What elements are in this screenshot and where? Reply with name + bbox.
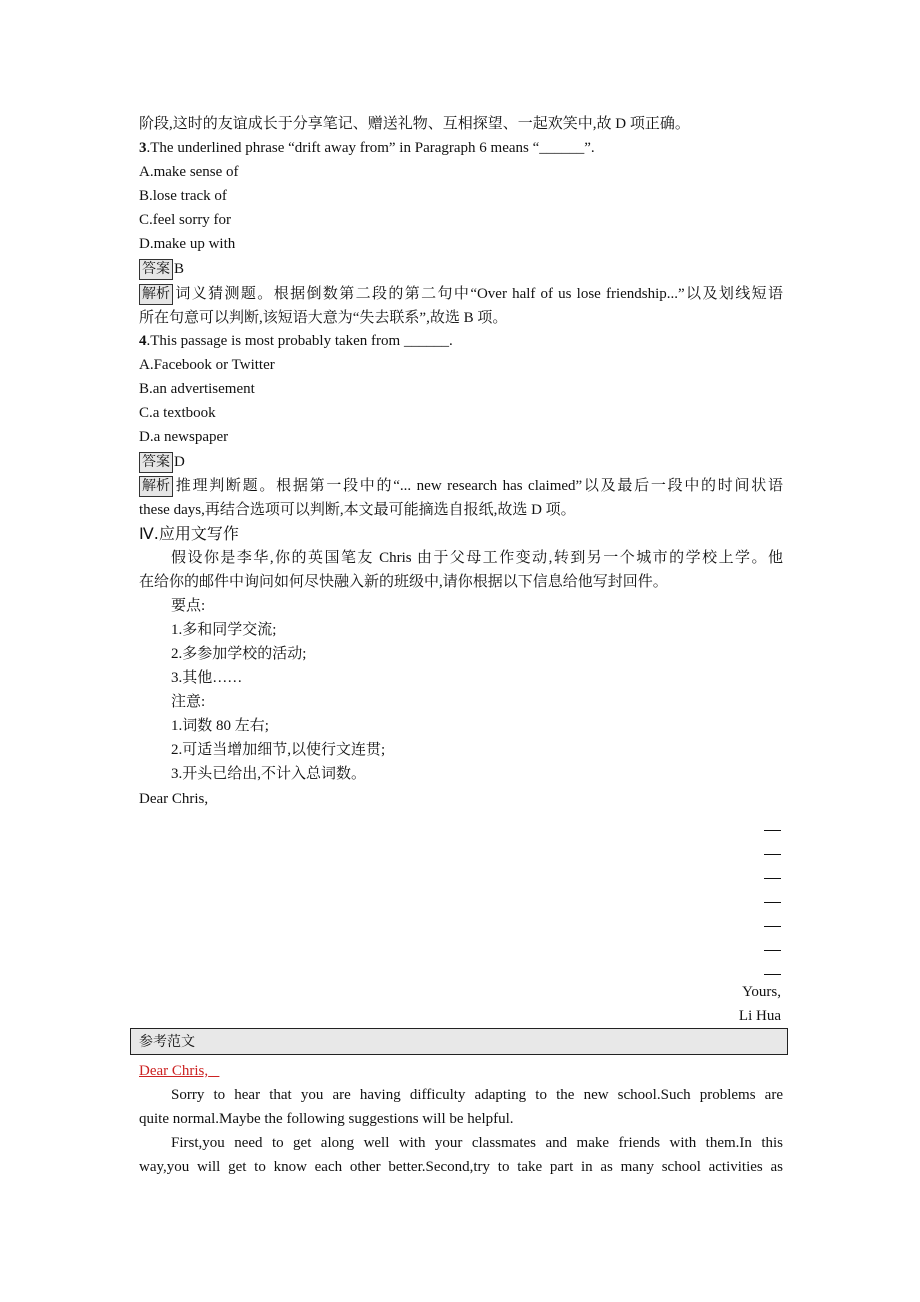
reference-paragraph-2-line-1: First,you need to get along well with your classmates and make friends with them.In this — [171, 1135, 783, 1151]
writing-blank-line — [764, 974, 781, 975]
note-2: 2.可适当增加细节,以使行文连贯; — [171, 742, 386, 758]
question-3-text: .The underlined phrase “drift away from” in Paragraph 6 means “______”. — [146, 140, 595, 156]
answer-value: D — [174, 454, 185, 470]
reference-salutation — [139, 1059, 783, 1083]
reference-essay-header — [130, 1028, 788, 1055]
note-1: 1.词数 80 左右; — [171, 718, 269, 734]
reference-paragraph-1-line-1: Sorry to hear that you are having difficulty adapting to the new school.Such problems are — [171, 1087, 783, 1103]
note-3: 3.开头已给出,不计入总词数。 — [171, 766, 367, 782]
question-4-option-c: C.a textbook — [139, 405, 216, 421]
question-3-option-d: D.make up with — [139, 236, 236, 252]
explanation-text: 词义猜测题。根据倒数第二段的第二句中“Over half of us lose friendship...”以及划线短语 — [174, 286, 783, 302]
prev-explanation-tail: 阶段,这时的友谊成长于分享笔记、赠送礼物、互相探望、一起欢笑中,故 D 项正确。 — [139, 116, 690, 132]
question-4-answer — [139, 450, 783, 474]
writing-blank-line — [764, 830, 781, 831]
letter-salutation: Dear Chris, — [139, 791, 209, 807]
question-4-option-b: B.an advertisement — [139, 381, 255, 397]
question-3-option-c: C.feel sorry for — [139, 212, 232, 228]
writing-blank-line — [764, 950, 781, 951]
question-3-explanation-line-1 — [139, 282, 783, 306]
explanation-tag: 解析 — [139, 476, 173, 497]
notes-label: 注意: — [171, 694, 206, 710]
point-1: 1.多和同学交流; — [171, 622, 277, 638]
point-3: 3.其他…… — [171, 670, 243, 686]
point-2: 2.多参加学校的活动; — [171, 646, 307, 662]
reference-paragraph-1-line-2: quite normal.Maybe the following suggestions will be helpful. — [139, 1111, 514, 1127]
question-4-text: .This passage is most probably taken from ______. — [146, 333, 453, 349]
answer-tag: 答案 — [139, 259, 173, 280]
writing-blank-line — [764, 854, 781, 855]
writing-prompt-line-1: 假设你是李华,你的英国笔友 Chris 由于父母工作变动,转到另一个城市的学校上学。他 — [171, 550, 783, 566]
points-label: 要点: — [171, 598, 206, 614]
explanation-tag: 解析 — [139, 284, 173, 305]
writing-blank-line — [764, 926, 781, 927]
explanation-text: 推理判断题。根据第一段中的“... new research has claimed”以及最后一段中的时间状语 — [174, 478, 783, 494]
question-3-number: 3 — [139, 140, 147, 156]
question-3-stem — [139, 136, 783, 160]
reference-paragraph-2-line-2: way,you will get to know each other better.Second,try to take part in as many school activities as — [139, 1159, 783, 1175]
writing-blank-line — [764, 878, 781, 879]
letter-closing: Yours, — [742, 984, 781, 1000]
question-3-explanation-line-2: 所在句意可以判断,该短语大意为“失去联系”,故选 B 项。 — [139, 310, 508, 326]
question-3-answer — [139, 257, 783, 281]
question-3-option-b: B.lose track of — [139, 188, 227, 204]
reference-essay-label: 参考范文 — [139, 1034, 195, 1050]
section-4-title: Ⅳ.应用文写作 — [139, 524, 239, 543]
question-4-stem — [139, 329, 783, 353]
question-4-option-d: D.a newspaper — [139, 429, 229, 445]
question-4-option-a: A.Facebook or Twitter — [139, 357, 275, 373]
question-4-number: 4 — [139, 333, 147, 349]
letter-signature: Li Hua — [738, 1008, 781, 1024]
question-4-explanation-line-1 — [139, 474, 783, 498]
answer-tag: 答案 — [139, 452, 173, 473]
writing-prompt-line-2: 在给你的邮件中询问如何尽快融入新的班级中,请你根据以下信息给他写封回件。 — [139, 574, 668, 590]
question-3-option-a: A.make sense of — [139, 164, 239, 180]
writing-blank-line — [764, 902, 781, 903]
answer-value: B — [174, 261, 185, 277]
reference-salutation-text: Dear Chris, — [139, 1063, 209, 1079]
question-4-explanation-line-2: these days,再结合选项可以判断,本文最可能摘选自报纸,故选 D 项。 — [139, 502, 576, 518]
